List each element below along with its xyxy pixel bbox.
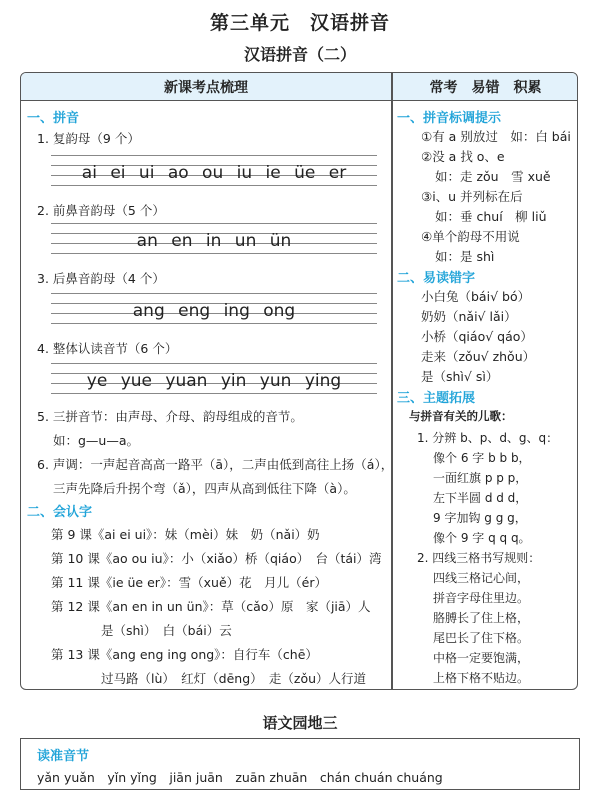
songs-title: 与拼音有关的儿歌：: [409, 409, 513, 423]
error-item: 小桥（qiáo√ qáo）: [421, 329, 533, 344]
song-line: 四线三格记心间，: [433, 571, 530, 585]
song-line: 2. 四线三格书写规则：: [417, 551, 541, 565]
tip: ②没 a 找 o、e: [421, 149, 505, 164]
paragraph: 6. 声调：一声起音高高一路平（ā），二声由低到高往上扬（á），: [37, 457, 394, 472]
song-line: 9 字加钩 g g g，: [433, 511, 527, 525]
section-title: 语文园地三: [262, 714, 338, 732]
section-heading: 三、主题拓展: [397, 391, 476, 406]
lesson-line: 第 12 课《an en in un ün》：草（cǎo）原 家（jiā）人: [51, 599, 371, 614]
section-heading: 二、会认字: [27, 505, 93, 520]
tip: ①有 a 别放过 如：白 bái: [421, 129, 571, 144]
song-line: 中格一定要饱满，: [433, 651, 530, 665]
error-item: 走来（zǒu√ zhǒu）: [421, 349, 536, 364]
tip: 如：走 zǒu 雪 xuě: [435, 169, 551, 184]
tip: 如：垂 chuí 柳 liǔ: [435, 209, 547, 224]
item-label: 4. 整体认读音节（6 个）: [37, 341, 178, 356]
lesson-line: 第 9 课《ai ei ui》：妹（mèi）妹 奶（nǎi）奶: [51, 527, 320, 542]
song-line: 一面红旗 p p p，: [433, 471, 528, 485]
staff-text: ai ei ui ao ou iu ie üe er: [81, 163, 347, 183]
song-line: 像个 6 字 b b b，: [433, 451, 531, 465]
four-line-staff: [51, 155, 377, 185]
four-line-staff: [51, 363, 377, 393]
lesson-line: 第 13 课《ang eng ing ong》：自行车（chē）: [51, 647, 318, 662]
song-line: 尾巴长了住下格。: [433, 631, 530, 645]
lesson-line: 过马路（lù） 红灯（dēng） 走（zǒu）人行道: [101, 671, 367, 686]
lesson-line: 是（shì） 白（bái）云: [101, 623, 232, 638]
lesson-line: 第 10 课《ao ou iu》：小（xiǎo）桥（qiáo） 台（tái）湾: [51, 551, 382, 566]
item-label: 2. 前鼻音韵母（5 个）: [37, 203, 165, 218]
item-label: 1. 复韵母（9 个）: [37, 131, 140, 146]
staff-text: ye yue yuan yin yun ying: [86, 371, 342, 391]
song-line: 1. 分辨 b、p、d、g、q：: [417, 431, 559, 445]
song-line: 左下半圆 d d d，: [433, 491, 528, 505]
lesson-summary-box: [20, 72, 578, 690]
tip: ③i、u 并列标在后: [421, 189, 523, 204]
section-heading: 一、拼音标调提示: [397, 111, 502, 126]
song-line: 胳膊长了住上格，: [433, 611, 530, 625]
paragraph: 三声先降后升拐个弯（ǎ），四声从高到低往下降（à）。: [53, 481, 356, 496]
syllable-list: yǎn yuǎn yǐn yǐng jiān juān zuān zhuān chán chuán chuáng: [37, 770, 443, 785]
tip: 如：是 shì: [435, 249, 495, 264]
song-line: 拼音字母住里边。: [433, 591, 530, 605]
syllable-box: [20, 738, 580, 790]
error-item: 小白兔（bái√ bó）: [421, 289, 531, 304]
page-title: 第三单元 汉语拼音: [209, 12, 390, 34]
left-column-heading: 新课考点梳理: [21, 73, 391, 101]
lesson-line: 第 11 课《ie üe er》：雪（xuě）花 月儿（ér）: [51, 575, 327, 590]
error-item: 奶奶（nǎi√ lǎi）: [421, 309, 517, 324]
section-heading: 二、易读错字: [397, 271, 476, 286]
staff-text: ang eng ing ong: [132, 301, 296, 321]
box-label: 读准音节: [37, 749, 90, 764]
staff-text: an en in un ün: [136, 231, 292, 251]
right-column-heading: 常考 易错 积累: [392, 73, 578, 101]
page-subtitle: 汉语拼音（二）: [243, 45, 356, 64]
section-heading: 一、拼音: [27, 111, 80, 126]
song-line: 像个 9 字 q q q。: [433, 531, 531, 545]
error-item: 是（shì√ sì）: [421, 369, 499, 384]
song-line: 上格下格不贴边。: [433, 671, 530, 685]
tip: ④单个韵母不用说: [421, 229, 520, 244]
item-label: 3. 后鼻音韵母（4 个）: [37, 271, 165, 286]
paragraph: 5. 三拼音节：由声母、介母、韵母组成的音节。: [37, 409, 303, 424]
paragraph: 如：g—u—a。: [53, 433, 140, 448]
column-divider: [391, 73, 393, 689]
four-line-staff: [51, 223, 377, 253]
four-line-staff: [51, 293, 377, 323]
